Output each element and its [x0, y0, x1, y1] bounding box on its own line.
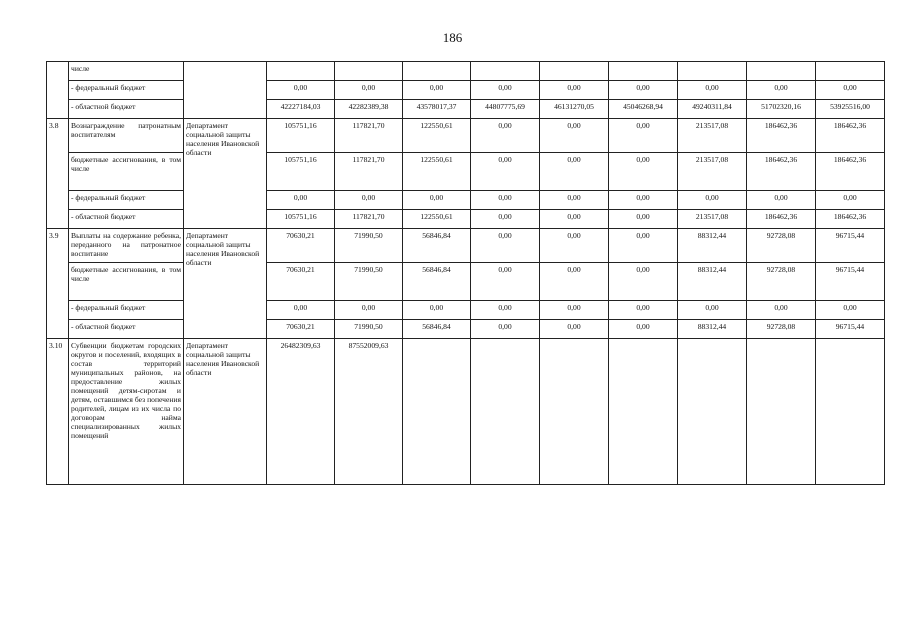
value-cell: 0,00	[403, 191, 471, 210]
value-cell: 213517,08	[678, 153, 747, 191]
value-cell: 0,00	[540, 81, 609, 100]
value-cell	[471, 339, 540, 485]
value-cell: 70630,21	[267, 263, 335, 301]
table-row	[47, 62, 885, 81]
value-cell	[267, 62, 335, 81]
value-cell	[747, 339, 816, 485]
row-label: - областной бюджет	[69, 320, 184, 339]
row-label: - федеральный бюджет	[69, 301, 184, 320]
value-cell: 0,00	[609, 119, 678, 153]
department-cell	[184, 62, 267, 119]
value-cell	[403, 62, 471, 81]
value-cell: 43578017,37	[403, 100, 471, 119]
value-cell: 186462,36	[816, 153, 885, 191]
row-label: - федеральный бюджет	[69, 191, 184, 210]
value-cell: 92728,08	[747, 229, 816, 263]
value-cell: 213517,08	[678, 210, 747, 229]
value-cell	[471, 62, 540, 81]
value-cell: 186462,36	[747, 153, 816, 191]
value-cell: 0,00	[335, 81, 403, 100]
value-cell	[540, 339, 609, 485]
value-cell: 71990,50	[335, 263, 403, 301]
value-cell	[816, 339, 885, 485]
row-label: Выплаты на содержание ребенка, переданного на патронатное воспитание	[69, 229, 184, 263]
value-cell: 0,00	[816, 301, 885, 320]
value-cell: 0,00	[609, 81, 678, 100]
value-cell	[747, 62, 816, 81]
value-cell: 0,00	[747, 81, 816, 100]
value-cell: 88312,44	[678, 229, 747, 263]
value-cell	[609, 62, 678, 81]
value-cell: 0,00	[816, 81, 885, 100]
value-cell: 88312,44	[678, 320, 747, 339]
value-cell: 71990,50	[335, 229, 403, 263]
row-label: числе	[69, 62, 184, 81]
value-cell: 117821,70	[335, 210, 403, 229]
budget-table	[46, 61, 885, 485]
value-cell: 105751,16	[267, 210, 335, 229]
table-row	[47, 301, 885, 320]
value-cell: 186462,36	[747, 119, 816, 153]
row-label: - федеральный бюджет	[69, 81, 184, 100]
value-cell: 186462,36	[747, 210, 816, 229]
row-label: Субвенции бюджетам городских округов и поселений, входящих в состав территорий муниципальных районов, на предоставление жилых помещений детям-сиротам и детям, оставшимся без попечения родителей, лицам из их числа по договорам найма специализированных жилых помещений	[69, 339, 184, 485]
value-cell: 0,00	[678, 301, 747, 320]
row-number-cell: 3.8	[47, 119, 69, 229]
row-label: Вознаграждение патронатным воспитателям	[69, 119, 184, 153]
value-cell: 122550,61	[403, 210, 471, 229]
value-cell: 105751,16	[267, 119, 335, 153]
value-cell: 0,00	[471, 153, 540, 191]
table-row	[47, 320, 885, 339]
value-cell: 0,00	[540, 301, 609, 320]
row-number-cell: 3.10	[47, 339, 69, 485]
page-number: 186	[442, 30, 463, 45]
table-row	[47, 81, 885, 100]
value-cell: 0,00	[609, 320, 678, 339]
value-cell: 0,00	[471, 210, 540, 229]
value-cell: 0,00	[471, 191, 540, 210]
value-cell	[816, 62, 885, 81]
value-cell: 53925516,00	[816, 100, 885, 119]
value-cell: 0,00	[747, 191, 816, 210]
value-cell: 0,00	[540, 210, 609, 229]
value-cell: 0,00	[471, 81, 540, 100]
value-cell: 0,00	[540, 153, 609, 191]
table-row	[47, 191, 885, 210]
value-cell: 70630,21	[267, 320, 335, 339]
value-cell: 122550,61	[403, 153, 471, 191]
value-cell: 0,00	[471, 263, 540, 301]
row-number-cell: 3.9	[47, 229, 69, 339]
value-cell: 0,00	[540, 191, 609, 210]
value-cell	[609, 339, 678, 485]
value-cell: 0,00	[267, 81, 335, 100]
value-cell: 87552009,63	[335, 339, 403, 485]
value-cell: 88312,44	[678, 263, 747, 301]
value-cell: 105751,16	[267, 153, 335, 191]
value-cell: 56846,84	[403, 320, 471, 339]
table-row	[47, 339, 885, 485]
value-cell: 92728,08	[747, 263, 816, 301]
value-cell: 71990,50	[335, 320, 403, 339]
value-cell: 0,00	[335, 191, 403, 210]
value-cell: 96715,44	[816, 320, 885, 339]
table-row	[47, 229, 885, 263]
department-cell: Департамент социальной защиты населения Ивановской области	[184, 339, 267, 485]
row-label: бюджетные ассигнования, в том числе	[69, 153, 184, 191]
value-cell: 96715,44	[816, 229, 885, 263]
value-cell	[678, 339, 747, 485]
value-cell: 0,00	[471, 301, 540, 320]
value-cell: 56846,84	[403, 229, 471, 263]
value-cell: 0,00	[609, 229, 678, 263]
value-cell: 0,00	[471, 320, 540, 339]
value-cell: 0,00	[540, 320, 609, 339]
value-cell: 44807775,69	[471, 100, 540, 119]
value-cell: 117821,70	[335, 153, 403, 191]
value-cell: 0,00	[540, 263, 609, 301]
table-row	[47, 119, 885, 153]
value-cell: 51702320,16	[747, 100, 816, 119]
value-cell: 117821,70	[335, 119, 403, 153]
value-cell	[540, 62, 609, 81]
value-cell: 0,00	[609, 153, 678, 191]
value-cell: 46131270,05	[540, 100, 609, 119]
value-cell: 186462,36	[816, 210, 885, 229]
value-cell: 96715,44	[816, 263, 885, 301]
value-cell	[678, 62, 747, 81]
table-row	[47, 263, 885, 301]
table-row	[47, 153, 885, 191]
value-cell: 0,00	[609, 210, 678, 229]
value-cell: 0,00	[609, 263, 678, 301]
table-row	[47, 100, 885, 119]
row-number-cell	[47, 62, 69, 119]
value-cell: 42227184,03	[267, 100, 335, 119]
row-label: - областной бюджет	[69, 210, 184, 229]
department-cell: Департамент социальной защиты населения Ивановской области	[184, 119, 267, 229]
value-cell: 213517,08	[678, 119, 747, 153]
row-label: - областной бюджет	[69, 100, 184, 119]
table-row	[47, 210, 885, 229]
row-label: бюджетные ассигнования, в том числе	[69, 263, 184, 301]
value-cell: 0,00	[540, 119, 609, 153]
value-cell: 0,00	[267, 301, 335, 320]
value-cell: 42282389,38	[335, 100, 403, 119]
value-cell: 0,00	[747, 301, 816, 320]
department-cell: Департамент социальной защиты населения Ивановской области	[184, 229, 267, 339]
value-cell: 70630,21	[267, 229, 335, 263]
value-cell: 49240311,84	[678, 100, 747, 119]
value-cell: 0,00	[267, 191, 335, 210]
value-cell: 186462,36	[816, 119, 885, 153]
value-cell: 0,00	[678, 191, 747, 210]
value-cell: 0,00	[609, 301, 678, 320]
value-cell: 122550,61	[403, 119, 471, 153]
value-cell	[335, 62, 403, 81]
value-cell: 92728,08	[747, 320, 816, 339]
value-cell: 26482309,63	[267, 339, 335, 485]
value-cell: 0,00	[816, 191, 885, 210]
value-cell: 45046268,94	[609, 100, 678, 119]
value-cell	[403, 339, 471, 485]
value-cell: 0,00	[403, 301, 471, 320]
value-cell: 0,00	[609, 191, 678, 210]
value-cell: 0,00	[335, 301, 403, 320]
value-cell: 0,00	[540, 229, 609, 263]
value-cell: 0,00	[471, 119, 540, 153]
value-cell: 56846,84	[403, 263, 471, 301]
value-cell: 0,00	[471, 229, 540, 263]
value-cell: 0,00	[403, 81, 471, 100]
value-cell: 0,00	[678, 81, 747, 100]
